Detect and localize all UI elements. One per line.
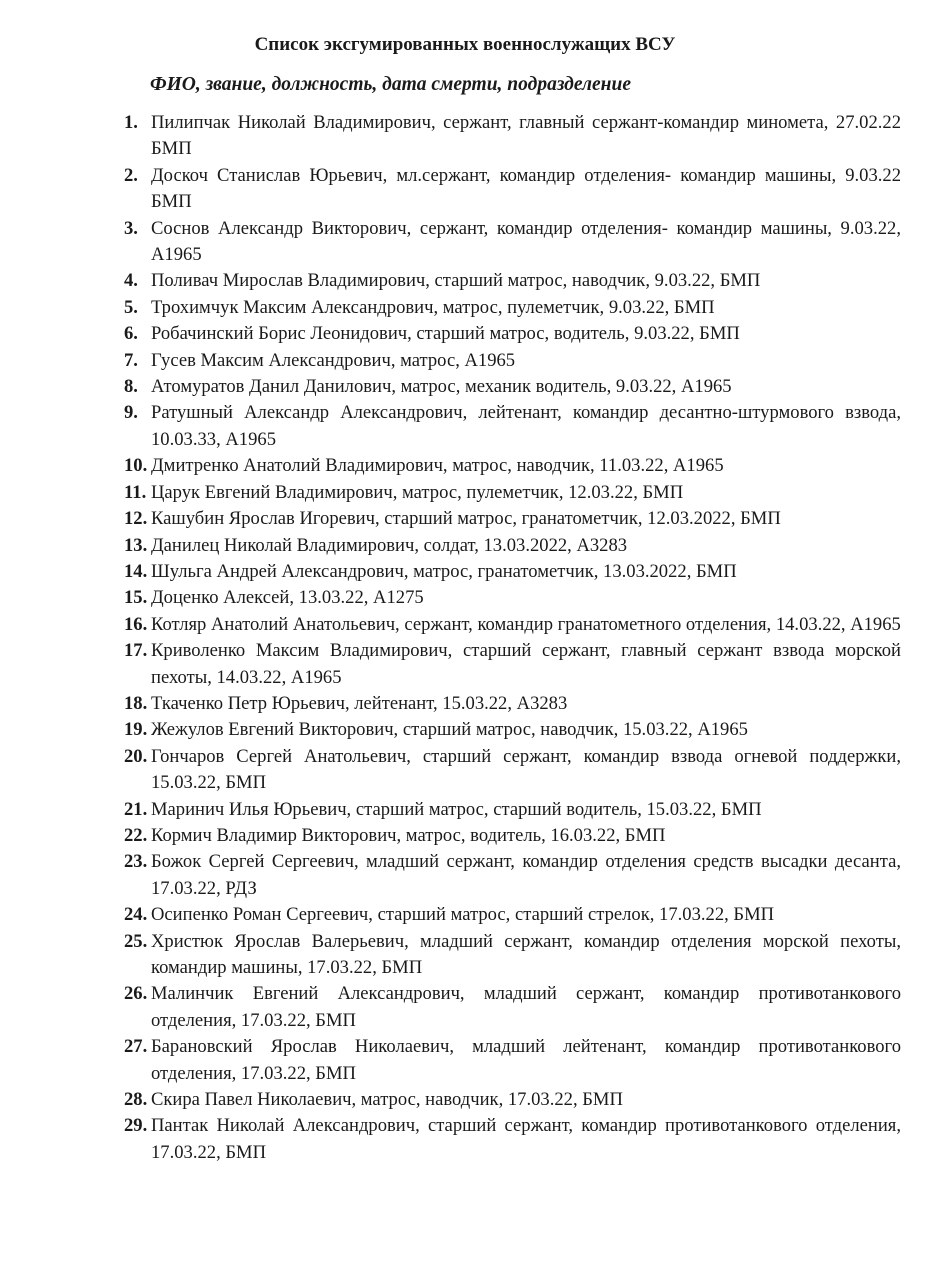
document-title: Список эксгумированных военнослужащих ВСУ [254, 34, 676, 55]
list-item-number: 26. [124, 983, 148, 1005]
list-item-text: Кормич Владимир Викторович, матрос, водитель, 16.03.22, БМП [151, 824, 666, 846]
list-item-text: Кашубин Ярослав Игоревич, старший матрос, гранатометчик, 12.03.2022, БМП [151, 508, 781, 530]
list-item-text: Христюк Ярослав Валерьевич, младший сержант, командир отделения морской пехоты, командир машины, 17.03.22, БМП [151, 930, 901, 978]
list-item [124, 268, 901, 294]
list-item [124, 717, 901, 743]
list-item-text: Робачинский Борис Леонидович, старший матрос, водитель, 9.03.22, БМП [151, 323, 740, 345]
list-item [124, 216, 901, 269]
list-item-number: 27. [124, 1036, 148, 1058]
list-item-number: 4. [124, 270, 138, 292]
list-item [124, 902, 901, 928]
list-item [124, 453, 901, 479]
list-item [124, 981, 901, 1034]
list-item-number: 20. [124, 745, 148, 767]
entry-list [124, 110, 901, 1166]
list-item-text: Соснов Александр Викторович, сержант, командир отделения- командир машины, 9.03.22, А1965 [151, 217, 901, 266]
list-item [124, 480, 901, 506]
list-item-text: Данилец Николай Владимирович, солдат, 13.03.2022, А3283 [151, 534, 628, 556]
list-item-text: Малинчик Евгений Александрович, младший сержант, командир противотанкового отделения, 17.03.22, БМП [151, 983, 901, 1031]
list-item-text: Пантак Николай Александрович, старший сержант, командир противотанкового отделения, 17.03.22, БМП [151, 1115, 901, 1163]
list-item-text: Барановский Ярослав Николаевич, младший лейтенант, командир противотанкового отделения, 17.03.22, БМП [151, 1036, 901, 1084]
list-item-text: Скира Павел Николаевич, матрос, наводчик, 17.03.22, БМП [151, 1089, 623, 1111]
list-item-text: Трохимчук Максим Александрович, матрос, пулеметчик, 9.03.22, БМП [151, 296, 715, 318]
list-item [124, 163, 901, 216]
list-item-number: 9. [124, 402, 138, 424]
list-item-number: 23. [124, 851, 148, 873]
list-item-number: 7. [124, 349, 138, 371]
list-item-number: 1. [124, 112, 138, 133]
list-item [124, 1034, 901, 1087]
list-item-text: Царук Евгений Владимирович, матрос, пулеметчик, 12.03.22, БМП [151, 481, 684, 503]
list-item-number: 14. [124, 560, 148, 582]
list-item [124, 585, 901, 611]
list-item [124, 1087, 901, 1113]
list-item-number: 19. [124, 719, 148, 741]
list-item [124, 797, 901, 823]
list-item-number: 24. [124, 904, 148, 926]
list-item-number: 10. [124, 455, 148, 477]
list-item [124, 321, 901, 347]
list-item-number: 12. [124, 508, 148, 530]
list-item [124, 348, 901, 374]
list-item-text: Божок Сергей Сергеевич, младший сержант, командир отделения средств высадки десанта, 17.03.22, РДЗ [151, 851, 901, 899]
list-item-text: Котляр Анатолий Анатольевич, сержант, командир гранатометного отделения, 14.03.22, А1965 [151, 613, 901, 635]
list-item [124, 691, 901, 717]
list-item-number: 6. [124, 323, 138, 345]
list-item-text: Гусев Максим Александрович, матрос, А1965 [151, 349, 516, 371]
list-item-number: 5. [124, 296, 138, 318]
list-item [124, 110, 901, 163]
list-item-number: 15. [124, 587, 148, 609]
list-item [124, 559, 901, 585]
list-item-number: 18. [124, 692, 148, 714]
list-item-text: Дмитренко Анатолий Владимирович, матрос, наводчик, 11.03.22, А1965 [151, 455, 724, 477]
list-item [124, 744, 901, 797]
list-item-number: 21. [124, 798, 148, 820]
list-item [124, 612, 901, 638]
list-item-number: 2. [124, 164, 138, 186]
list-item-number: 28. [124, 1089, 148, 1111]
list-item [124, 929, 901, 982]
list-item [124, 533, 901, 559]
list-item [124, 849, 901, 902]
list-item [124, 506, 901, 532]
list-item-text: Шульга Андрей Александрович, матрос, гранатометчик, 13.03.2022, БМП [151, 560, 737, 582]
list-item-text: Криволенко Максим Владимирович, старший сержант, главный сержант взвода морской пехоты, 14.03.22, А1965 [151, 640, 901, 688]
list-item [124, 823, 901, 849]
list-item-text: Маринич Илья Юрьевич, старший матрос, старший водитель, 15.03.22, БМП [151, 798, 762, 820]
list-item-text: Гончаров Сергей Анатольевич, старший сержант, командир взвода огневой поддержки, 15.03.22, БМП [151, 745, 901, 794]
list-item [124, 1113, 901, 1166]
list-item-number: 3. [124, 217, 138, 239]
list-item-text: Атомуратов Данил Данилович, матрос, механик водитель, 9.03.22, А1965 [151, 376, 732, 398]
list-item [124, 374, 901, 400]
list-item-number: 16. [124, 613, 148, 635]
list-item-text: Осипенко Роман Сергеевич, старший матрос, старший стрелок, 17.03.22, БМП [151, 904, 775, 926]
list-item-number: 13. [124, 534, 148, 556]
list-item-text: Доскоч Станислав Юрьевич, мл.сержант, командир отделения- командир машины, 9.03.22 БМП [151, 164, 901, 213]
list-item-number: 22. [124, 824, 148, 846]
list-item-text: Ткаченко Петр Юрьевич, лейтенант, 15.03.22, А3283 [151, 692, 568, 714]
list-item-number: 25. [124, 930, 148, 952]
list-item-text: Поливач Мирослав Владимирович, старший матрос, наводчик, 9.03.22, БМП [151, 270, 761, 292]
list-item-number: 11. [124, 481, 147, 503]
list-item-number: 8. [124, 376, 138, 398]
list-item-text: Пилипчак Николай Владимирович, сержант, главный сержант-командир миномета, 27.02.22 БМП [151, 112, 901, 160]
list-item [124, 295, 901, 321]
list-item [124, 400, 901, 453]
list-item-text: Доценко Алексей, 13.03.22, А1275 [151, 587, 424, 609]
list-item [124, 638, 901, 691]
list-item-number: 17. [124, 640, 148, 662]
list-item-text: Ратушный Александр Александрович, лейтенант, командир десантно-штурмового взвода, 10.03.33, А1965 [151, 402, 901, 450]
document-subtitle: ФИО, звание, должность, дата смерти, подразделение [150, 74, 631, 95]
list-item-text: Жежулов Евгений Викторович, старший матрос, наводчик, 15.03.22, А1965 [151, 719, 748, 741]
list-item-number: 29. [124, 1115, 148, 1137]
